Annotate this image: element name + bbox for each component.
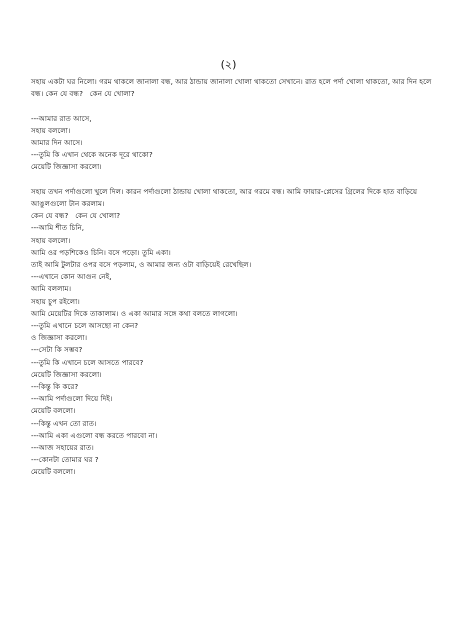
text-line: সহায় বললো।: [31, 235, 71, 245]
blank-line: [31, 174, 435, 186]
text-line: ---তুমি এখানে চলে আসছো না কেন?: [31, 321, 139, 331]
story-text: [31, 76, 435, 479]
paragraph-1: সহায় একটা ঘর নিলো। গরম থাকলে জানালা বন্ধ, আর ঠান্ডায় জানালা খোলা থাকতো সেখানে। রাত হলে পর্দা খোলা থাকতো, আর দিন হলে বন্ধ। কেন যে বন্ধ? কেন যে খোলা?: [31, 77, 434, 99]
blank-line: [31, 100, 435, 112]
text-line: আমার দিন আসে।: [31, 138, 83, 147]
text-line: ---আমি পর্দাগুলো দিয়ে দিই।: [31, 394, 113, 404]
text-line: ---কিন্তু এখন তো রাত।: [31, 418, 97, 428]
text-line: ---তুমি কি এখানে চলে আসতে পারবে?: [31, 357, 144, 367]
text-line: ---কিন্তু কি করে?: [31, 382, 79, 392]
text-line: মেয়েটি বললো।: [31, 467, 76, 477]
text-line: মেয়েটি বললো।: [31, 406, 76, 416]
text-line: ---কোনটা তোমার ঘর ?: [31, 455, 99, 465]
text-line: ---এখানে কোন আগুন নেই,: [31, 272, 112, 282]
text-line: ---সেটা কি সম্ভব?: [31, 345, 83, 355]
text-line: ---আমি শীত চিনি,: [31, 223, 85, 233]
text-line: আমি মেয়েটির দিকে তাকালাম। ও একা আমার সঙ্গে কথা বলতে লাগলো।: [31, 308, 238, 318]
page-number: (২): [220, 58, 237, 71]
text-line: ---আমি একা এগুলো বন্ধ করতে পারবো না।: [31, 430, 158, 440]
paragraph-2: সহায় তখন পর্দাগুলো খুলে দিল। কারন পর্দাগুলো ঠান্ডায় খোলা থাকতো, আর গরমে বন্ধ। আমি ফায়ার-প্লেসের গ্রিলের দিকে হাত বাড়িয়ে আঙুলগুলো টান করলাম।: [31, 186, 420, 208]
text-line: মেয়েটি জিজ্ঞাসা করলো।: [31, 369, 102, 379]
text-line: কেন যে বন্ধ? কেন যে খোলা?: [31, 211, 121, 221]
text-line: ---আজ সহায়ের রাত।: [31, 443, 94, 453]
text-line: তাই আমি টুলটার ওপর বসে পড়লাম, ও আমার জন্য ওটা বাড়িয়েই রেখেছিল।: [31, 260, 252, 270]
text-line: আমি ওর পড়শিকেও চিনি। বসে পড়ো। তুমি একা।: [31, 247, 171, 257]
text-line: ---আমার রাত আসে,: [31, 113, 92, 123]
text-line: মেয়েটি জিজ্ঞাসা করলো।: [31, 162, 102, 172]
text-line: ---তুমি কি এখান থেকে অনেক দূরে থাকো?: [31, 150, 153, 160]
text-line: ও জিজ্ঞাসা করলো।: [31, 333, 88, 343]
text-line: সহায় চুপ রইলো।: [31, 296, 80, 306]
text-line: সহায় বললো।: [31, 125, 71, 135]
text-line: আমি বললাম।: [31, 284, 72, 294]
